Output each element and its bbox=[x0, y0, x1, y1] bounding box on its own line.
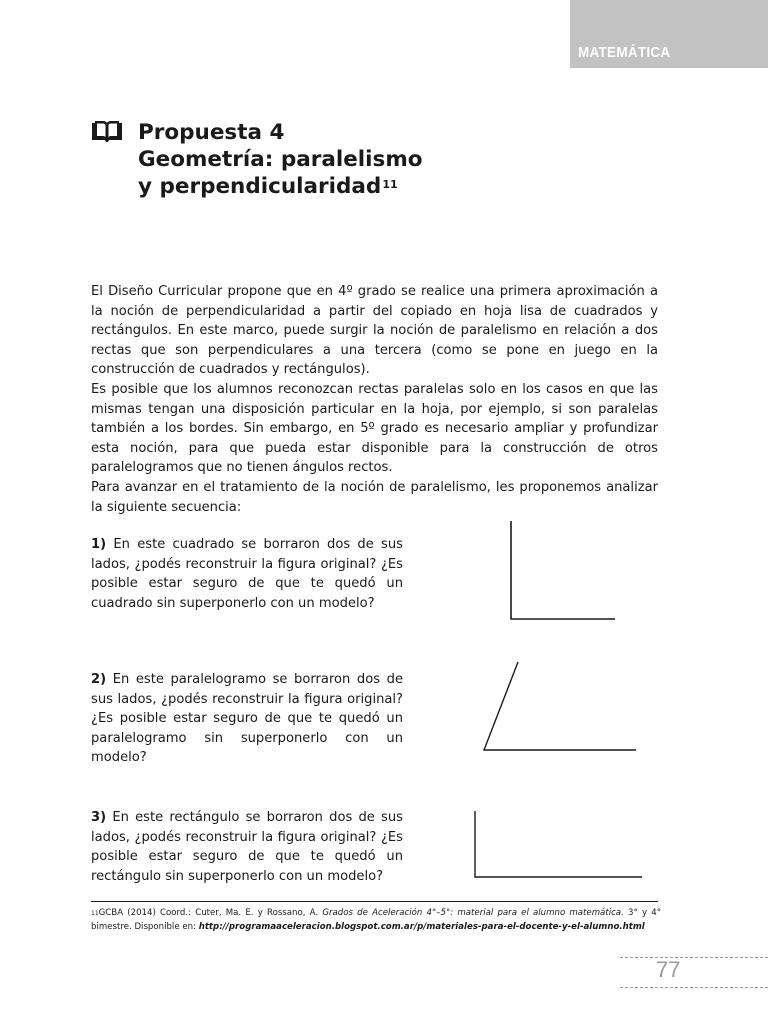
title-line-3 bbox=[138, 173, 423, 200]
open-book-icon bbox=[90, 120, 124, 142]
section-label: MATEMÁTICA bbox=[578, 44, 671, 61]
parallelogram-figure bbox=[478, 658, 640, 756]
footnote-link[interactable]: http://programaaceleracion.blogspot.com.ar/p/materiales-para-el-docente-y-el-alumno.html bbox=[198, 921, 645, 932]
section-tab bbox=[570, 0, 768, 68]
page-title bbox=[138, 119, 423, 200]
question-2-text: En este paralelogramo se borraron dos de sus lados, ¿podés reconstruir la figura original? ¿Es posible estar seguro de que te quedó un paralelogramo sin superponerlo con un modelo? bbox=[91, 672, 403, 766]
title-line-3-text: y perpendicularidad bbox=[138, 174, 382, 199]
question-1-number: 1) bbox=[91, 537, 107, 552]
question-2-number: 2) bbox=[91, 672, 107, 687]
footnote-number: 11 bbox=[91, 910, 99, 917]
question-2 bbox=[91, 670, 403, 768]
question-1 bbox=[91, 535, 403, 613]
page-number-rule-top bbox=[620, 957, 768, 958]
title-line-1: Propuesta 4 bbox=[138, 120, 285, 145]
paragraph-1: El Diseño Curricular propone que en 4º grado se realice una primera aproximación a la noción de perpendicularidad a partir del copiado en hoja lisa de cuadrados y rectángulos. En este marco, puede surgir la noción de paralelismo en relación a dos rectas que son perpendiculares a una tercera (como se pone en juego en la construcción de cuadrados y rectángulos). bbox=[91, 284, 658, 378]
square-figure bbox=[505, 518, 620, 624]
page-number-rule-bottom bbox=[620, 987, 768, 988]
footnote bbox=[91, 907, 661, 934]
paragraph-3: Para avanzar en el tratamiento de la noción de paralelismo, les proponemos analizar la siguiente secuencia: bbox=[91, 479, 658, 515]
paragraph-2: Es posible que los alumnos reconozcan rectas paralelas solo en los casos en que las mismas tengan una disposición particular en la hoja, por ejemplo, si son paralelas también a los bordes. Sin embargo, en 5º grado es necesario ampliar y profundizar esta noción, para que pueda estar disponible para la construcción de otros paralelogramos que no tienen ángulos rectos. bbox=[91, 381, 658, 476]
footnote-title: Grados de Aceleración 4°–5°: material para el alumno matemática. bbox=[322, 908, 624, 918]
question-3-number: 3) bbox=[91, 810, 107, 825]
footnote-divider bbox=[91, 901, 658, 902]
rectangle-figure bbox=[470, 808, 646, 882]
footnote-text-1: GCBA (2014) Coord.: Cuter, Ma. E. y Rossano, A. bbox=[98, 908, 319, 918]
intro-text bbox=[91, 282, 658, 517]
page-number: 77 bbox=[656, 957, 681, 982]
question-3-text: En este rectángulo se borraron dos de sus lados, ¿podés reconstruir la figura original? ¿Es posible estar seguro de que te quedó un rectángulo sin superponerlo con un modelo? bbox=[91, 810, 403, 884]
title-line-2: Geometría: paralelismo bbox=[138, 147, 423, 172]
footnote-text-2: 3° y 4° bimestre. Disponible en: bbox=[91, 908, 662, 932]
question-1-text: En este cuadrado se borraron dos de sus lados, ¿podés reconstruir la figura original? ¿Es posible estar seguro de que te quedó un cuadrado sin superponerlo con un modelo? bbox=[91, 537, 403, 611]
title-footnote-ref: 11 bbox=[382, 178, 398, 191]
question-3 bbox=[91, 808, 403, 886]
